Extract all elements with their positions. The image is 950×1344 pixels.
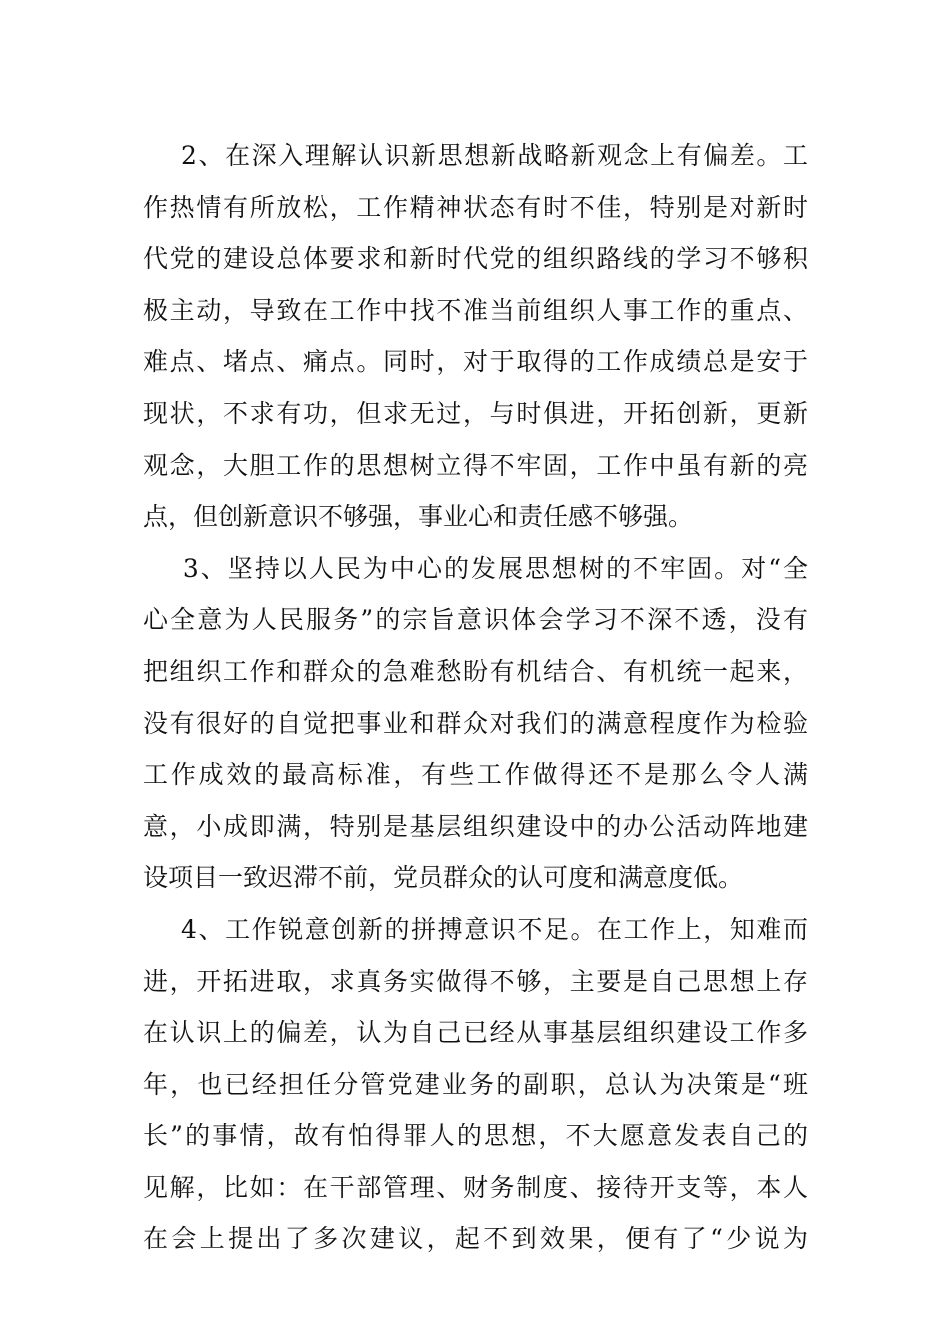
text-line: 年，也已经担任分管党建业务的副职，总认为决策是“班 — [143, 1069, 808, 1099]
text-line: 代党的建设总体要求和新时代党的组织路线的学习不够积 — [143, 244, 808, 274]
text-line: 难点、堵点、痛点。同时，对于取得的工作成绩总是安于 — [143, 347, 808, 377]
text-line: 心全意为人民服务”的宗旨意识体会学习不深不透，没有 — [143, 605, 808, 635]
text-line: 见解，比如：在干部管理、财务制度、接待开支等，本人 — [143, 1172, 808, 1202]
text-line: 3、坚持以人民为中心的发展思想树的不牢固。对“全 — [143, 553, 808, 583]
text-line: 2、在深入理解认识新思想新战略新观念上有偏差。工 — [143, 141, 808, 170]
text-line: 点，但创新意识不够强，事业心和责任感不够强。 — [143, 502, 694, 532]
text-line: 在认识上的偏差，认为自己已经从事基层组织建设工作多 — [143, 1018, 808, 1048]
text-line: 极主动，导致在工作中找不准当前组织人事工作的重点、 — [143, 295, 808, 325]
text-line: 4、工作锐意创新的拼搏意识不足。在工作上，知难而 — [143, 914, 808, 944]
text-line: 在会上提出了多次建议，起不到效果，便有了“少说为 — [143, 1224, 808, 1254]
text-line: 进，开拓进取，求真务实做得不够，主要是自己思想上存 — [143, 966, 808, 996]
document-body — [143, 130, 808, 1265]
text-line: 没有很好的自觉把事业和群众对我们的满意程度作为检验 — [143, 708, 808, 738]
text-line: 长”的事情，故有怕得罪人的思想，不大愿意发表自己的 — [143, 1121, 808, 1151]
text-line: 观念，大胆工作的思想树立得不牢固，工作中虽有新的亮 — [143, 450, 808, 480]
text-line: 把组织工作和群众的急难愁盼有机结合、有机统一起来， — [143, 656, 808, 686]
text-line: 意，小成即满，特别是基层组织建设中的办公活动阵地建 — [143, 811, 808, 841]
text-line: 工作成效的最高标准，有些工作做得还不是那么令人满 — [143, 760, 808, 790]
text-line: 作热情有所放松，工作精神状态有时不佳，特别是对新时 — [143, 192, 808, 222]
text-line: 现状，不求有功，但求无过，与时俱进，开拓创新，更新 — [143, 398, 808, 428]
text-line: 设项目一致迟滞不前，党员群众的认可度和满意度低。 — [143, 863, 744, 893]
